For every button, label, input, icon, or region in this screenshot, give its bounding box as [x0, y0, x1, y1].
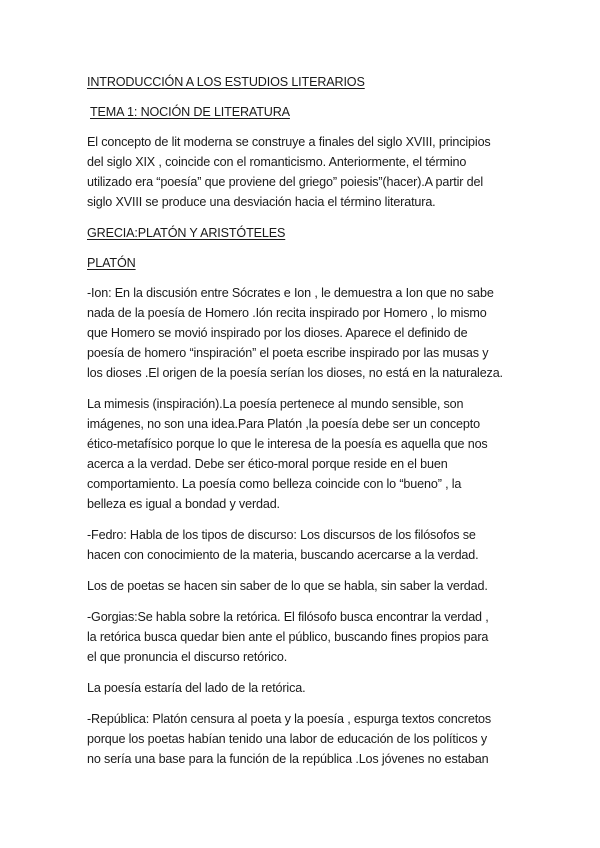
paragraph-mimesis: La mimesis (inspiración).La poesía pertenece al mundo sensible, son imágenes, no son una idea.Para Platón ,la poesía debe ser un concepto ético-metafísico porque lo que le interesa de la poesía es aquella que nos acerca a la verdad. Debe ser ético-moral porque reside en el buen comportamiento. La poesía como belleza coincide con lo “bueno” , la belleza es igual a bondad y verdad. [87, 397, 488, 511]
paragraph-republica: -República: Platón censura al poeta y la poesía , espurga textos concretos porque los poetas habían tenido una labor de educación de los políticos y no sería una base para la función de la república .Los jóvenes no estaban [87, 712, 492, 766]
paragraph-fedro: -Fedro: Habla de los tipos de discurso: Los discursos de los filósofos se hacen con conocimiento de la materia, buscando acercarse a la verdad. [87, 528, 479, 562]
topic-heading: TEMA 1: NOCIÓN DE LITERATURA [90, 105, 290, 119]
paragraph-retorica: La poesía estaría del lado de la retórica. [87, 681, 306, 695]
paragraph-gorgias: -Gorgias:Se habla sobre la retórica. El filósofo busca encontrar la verdad , la retórica busca quedar bien ante el público, buscando fines propios para el que pronuncia el discurso retórico. [87, 610, 489, 664]
subsection-heading: PLATÓN [87, 256, 136, 270]
paragraph-ion: -Ion: En la discusión entre Sócrates e Ion , le demuestra a Ion que no sabe nada de la poesía de Homero .Ión recita inspirado por Homero , lo mismo que Homero se movió inspirado por los dioses. Aparece el definido de poesía de homero “inspiración” el poeta escribe inspirado por las musas y los dioses .El origen de la poesía serían los dioses, no está en la naturaleza. [87, 286, 503, 380]
section-heading: GRECIA:PLATÓN Y ARISTÓTELES [87, 226, 286, 240]
paragraph-poetas: Los de poetas se hacen sin saber de lo que se habla, sin saber la verdad. [87, 579, 488, 593]
document-body [87, 72, 515, 780]
document-title: INTRODUCCIÓN A LOS ESTUDIOS LITERARIOS [87, 75, 365, 89]
intro-paragraph: El concepto de lit moderna se construye a finales del siglo XVIII, principios del siglo XIX , coincide con el romanticismo. Anteriormente, el término utilizado era “poesía” que proviene del griego” poiesis”(hacer).A partir del siglo XVIII se produce una desviación hacia el término literatura. [87, 135, 491, 209]
